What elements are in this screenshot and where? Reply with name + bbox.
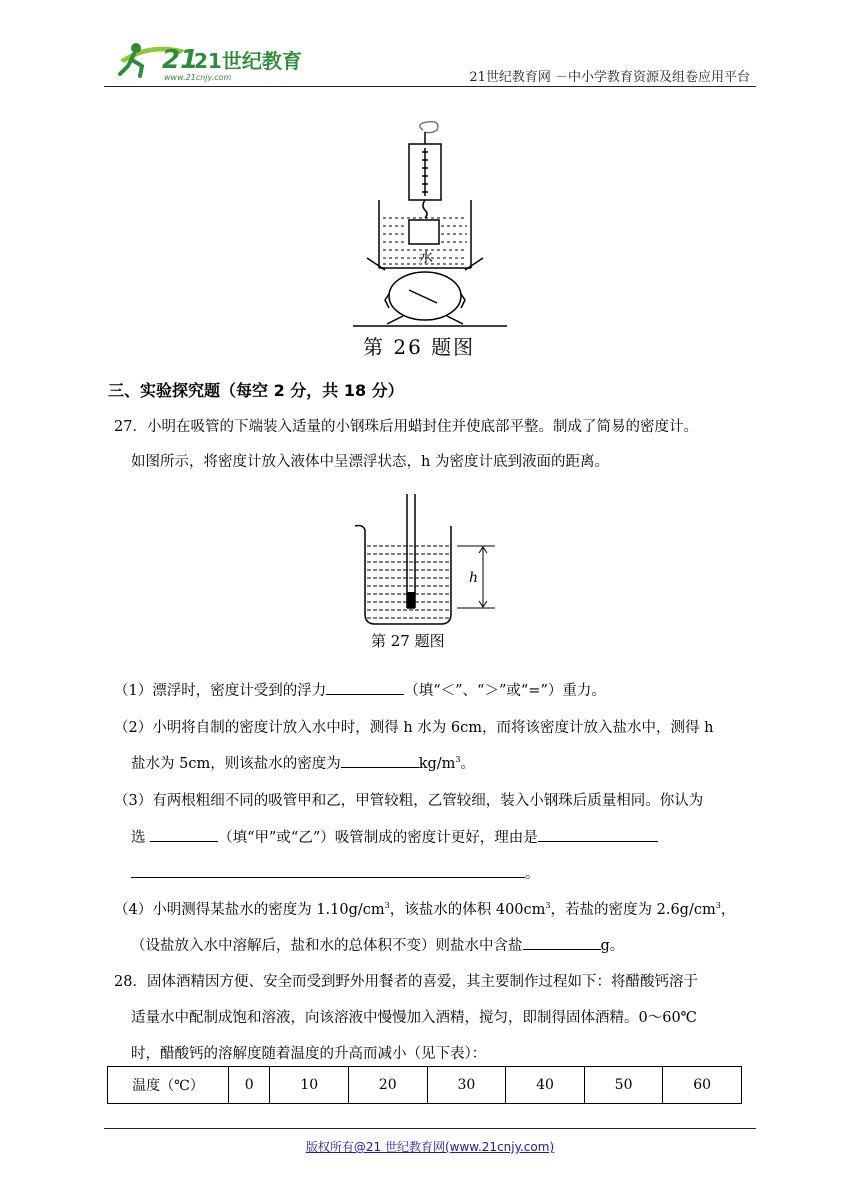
q28-line-3: 时，醋酸钙的溶解度随着温度的升高而减小（见下表）： [131, 1046, 487, 1062]
answer-blank-2[interactable] [341, 753, 419, 768]
answer-blank-3[interactable] [150, 827, 218, 842]
answer-blank-4[interactable] [538, 827, 658, 842]
table-cell: 10 [270, 1067, 349, 1104]
table-row [108, 1067, 742, 1104]
footer-divider [104, 1128, 756, 1129]
site-logo [110, 30, 302, 85]
table-cell: 0 [229, 1067, 270, 1104]
table-cell: 40 [506, 1067, 585, 1104]
q28-line-1: 28．固体酒精因方便、安全而受到野外用餐者的喜爱，其主要制作过程如下：将醋酸钙溶于 [114, 974, 698, 990]
answer-blank-5[interactable] [523, 935, 601, 950]
q28-line-2: 适量水中配制成饱和溶液，向该溶液中慢慢加入酒精，搅匀，即制得固体酒精。0～60℃ [131, 1010, 697, 1026]
table-cell: 30 [427, 1067, 506, 1104]
q27-part-2-line-1: （2）小明将自制的密度计放入水中时，测得 h 水为 6cm，而将该密度计放入盐水中，测得 h [114, 720, 714, 736]
figure-26 [345, 118, 515, 368]
svg-text:www.21cnjy.com: www.21cnjy.com [164, 73, 232, 82]
svg-text:水: 水 [419, 250, 433, 266]
table-cell: 20 [349, 1067, 428, 1104]
figure-27-caption: 第 27 题图 [371, 632, 445, 650]
table-header-cell: 温度（℃） [108, 1067, 229, 1104]
q27-part-2-line-2: 盐水为 5cm，则该盐水的密度为 $kg/m^3$。 [131, 755, 476, 772]
q27-part-4-line-2: （设盐放入水中溶解后，盐和水的总体积不变）则盐水中含盐 g。 [131, 934, 624, 955]
answer-blank-4-cont[interactable] [131, 863, 525, 878]
temperature-table [107, 1066, 742, 1104]
svg-text:h: h [469, 570, 479, 586]
q27-part-4-line-1: （4）小明测得某盐水的密度为 $1.10g/cm^3$，该盐水的体积 $400cm^3$，若盐的密度为 $2.6g/cm^3$， [114, 901, 736, 918]
table-cell: 50 [584, 1067, 663, 1104]
q27-part-3-line-1: （3）有两根粗细不同的吸管甲和乙，甲管较粗，乙管较细，装入小钢珠后质量相同。你认为 [114, 793, 704, 809]
q27-part-3-line-3: 。 [131, 862, 540, 883]
q27-part-3-line-2: 选 （填“甲”或“乙”）吸管制成的密度计更好，理由是 [131, 826, 658, 847]
section-title: 三、实验探究题（每空 2 分，共 18 分） [108, 381, 404, 400]
footer-copyright-link[interactable]: 版权所有@21 世纪教育网(www.21cnjy.com) [305, 1140, 555, 1154]
header-site-title: 21世纪教育网 －中小学教育资源及组卷应用平台 [469, 70, 750, 85]
svg-text:21: 21 [162, 45, 199, 75]
q27-part-1: （1）漂浮时，密度计受到的浮力 （填“＜”、“＞”或“=”）重力。 [114, 679, 606, 700]
q27-line-1: 27．小明在吸管的下端装入适量的小钢珠后用蜡封住并使底部平整。制成了简易的密度计。 [114, 419, 698, 435]
answer-blank-1[interactable] [326, 680, 404, 695]
svg-text:21世纪教育: 21世纪教育 [194, 49, 302, 73]
table-cell: 60 [663, 1067, 742, 1104]
q27-line-2: 如图所示，将密度计放入液体中呈漂浮状态，h 为密度计底到液面的距离。 [131, 454, 609, 470]
figure-26-caption: 第 26 题图 [363, 335, 476, 359]
figure-27 [345, 490, 515, 660]
header-divider [104, 86, 756, 87]
